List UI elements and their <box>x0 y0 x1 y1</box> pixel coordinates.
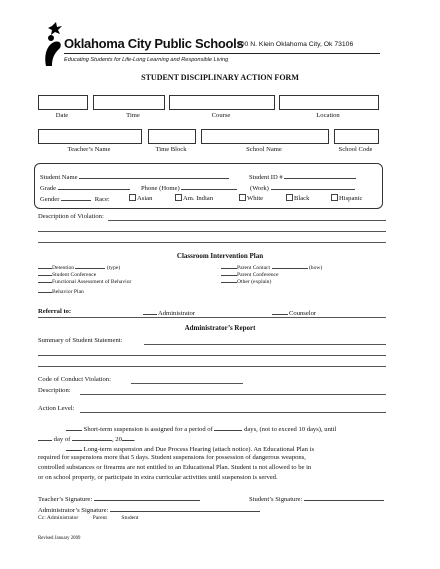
school-name-field[interactable] <box>201 129 329 144</box>
short-term-row <box>66 424 336 434</box>
race-white-option[interactable] <box>239 194 263 203</box>
gender-row <box>40 194 110 204</box>
am-indian-label: Am. Indian <box>183 195 214 202</box>
teacher-signature-input[interactable] <box>94 494 200 501</box>
referral-admin-row <box>143 308 195 318</box>
other-row <box>221 276 271 286</box>
school-code-field[interactable] <box>334 129 379 144</box>
parent-contact-check-line[interactable] <box>221 262 237 269</box>
functional-assessment-check-line[interactable] <box>38 276 52 283</box>
phone-row <box>141 183 237 193</box>
hispanic-label: Hispanic <box>339 195 363 202</box>
suspension-para-2: controlled substances or firearms are not entitled to an Educational Plan. Student is not allowed to be in <box>38 464 312 471</box>
teacher-name-field[interactable] <box>38 129 142 144</box>
description-label: Description: <box>38 387 71 394</box>
type-label: (type) <box>106 265 121 271</box>
student-id-label: Student ID # <box>249 174 283 181</box>
referral-admin-label: Administrator <box>158 310 195 317</box>
black-label: Black <box>294 195 310 202</box>
action-level-line[interactable] <box>80 412 386 413</box>
long-term-check-line[interactable] <box>66 444 82 451</box>
student-name-row <box>40 172 229 182</box>
race-amindian-option[interactable] <box>175 194 213 203</box>
functional-assessment-label: Functional Assessment of Behavior <box>52 279 132 285</box>
long-term-row <box>66 444 314 454</box>
detention-check-line[interactable] <box>38 262 52 269</box>
teacher-signature-row <box>38 494 200 504</box>
location-label: Location <box>316 112 340 119</box>
other-check-line[interactable] <box>221 276 237 283</box>
short-term-text-b: days, (not to exceed 10 days), until <box>244 426 337 433</box>
time-field[interactable] <box>93 95 165 110</box>
month-input[interactable] <box>72 434 112 441</box>
referral-counselor-check-line[interactable] <box>272 308 288 315</box>
race-hispanic-option[interactable] <box>331 194 362 203</box>
student-signature-input[interactable] <box>304 494 384 501</box>
classroom-plan-title: Classroom Intervention Plan <box>176 252 264 260</box>
phone-home-label: Phone (Home) <box>141 185 180 192</box>
phone-home-input[interactable] <box>181 183 237 190</box>
white-label: White <box>247 195 264 202</box>
location-field[interactable] <box>279 95 379 110</box>
school-code-label: School Code <box>338 146 373 153</box>
student-conference-check-line[interactable] <box>38 269 52 276</box>
short-term-text-a: Short-term suspension is assigned for a period of <box>83 426 213 433</box>
grade-input[interactable] <box>58 183 130 190</box>
detention-label: Detention <box>52 265 75 271</box>
violation-line-2[interactable] <box>38 231 386 232</box>
referral-admin-check-line[interactable] <box>143 308 157 315</box>
behavior-plan-label: Behavior Plan <box>52 289 84 295</box>
teacher-name-label: Teacher’s Name <box>67 146 111 153</box>
course-label: Course <box>211 112 231 119</box>
form-title: STUDENT DISCIPLINARY ACTION FORM <box>141 73 299 82</box>
black-checkbox[interactable] <box>286 194 293 201</box>
year-label: , 20 <box>111 436 122 443</box>
how-label: (how) <box>308 265 323 271</box>
admin-signature-row <box>38 505 260 515</box>
summary-line-2[interactable] <box>38 355 386 356</box>
student-name-label: Student Name <box>40 174 78 181</box>
year-input[interactable] <box>122 434 134 441</box>
day-of-label: day of <box>53 436 71 443</box>
grade-row <box>40 183 130 193</box>
violation-line-3[interactable] <box>38 242 386 243</box>
date-label: Date <box>55 112 69 119</box>
short-term-check-line[interactable] <box>66 424 82 431</box>
violation-line-1[interactable] <box>108 220 386 221</box>
time-block-label: Time Block <box>155 146 187 153</box>
day-input[interactable] <box>38 434 52 441</box>
course-field[interactable] <box>169 95 275 110</box>
work-phone-input[interactable] <box>271 183 355 190</box>
race-asian-option[interactable] <box>129 194 152 203</box>
detention-type-input[interactable] <box>75 262 105 269</box>
hispanic-checkbox[interactable] <box>331 194 338 201</box>
code-violation-label: Code of Conduct Violation: <box>38 376 111 383</box>
org-tagline: Educating Students for Life-Long Learning and Responsible Living <box>64 57 229 63</box>
student-signature-row <box>249 494 384 504</box>
parent-conference-check-line[interactable] <box>221 269 237 276</box>
am-indian-checkbox[interactable] <box>175 194 182 201</box>
functional-assessment-row <box>38 276 131 286</box>
time-block-field[interactable] <box>148 129 196 144</box>
referral-counselor-row <box>272 308 316 318</box>
time-label: Time <box>126 112 140 119</box>
summary-line-1[interactable] <box>144 344 386 345</box>
student-signature-label: Student’s Signature: <box>249 496 303 503</box>
work-phone-row <box>250 183 355 193</box>
gender-input[interactable] <box>61 194 91 201</box>
admin-report-title: Administrator’s Report <box>184 324 256 332</box>
cc-student-label: Student <box>121 515 139 521</box>
gender-label: Gender <box>40 196 60 203</box>
student-id-row <box>249 172 356 182</box>
cc-parent-label: Parent <box>92 515 107 521</box>
referral-counselor-label: Counselor <box>289 310 317 317</box>
race-label: Race: <box>94 196 110 203</box>
white-checkbox[interactable] <box>239 194 246 201</box>
summary-line-3[interactable] <box>38 366 386 367</box>
school-name-label: School Name <box>246 146 282 153</box>
cc-admin-label: Cc: Administrator <box>38 515 79 521</box>
org-address: 900 N. Klein Oklahoma City, Ok 73106 <box>237 41 354 48</box>
other-label: Other (explain) <box>237 279 272 285</box>
asian-checkbox[interactable] <box>129 194 136 201</box>
referral-rule <box>38 317 386 318</box>
work-phone-label: (Work) <box>250 185 269 192</box>
suspension-para-1: required for suspensions more that 5 days. Student suspensions for possession of dangerous weapons, <box>38 454 306 461</box>
grade-label: Grade <box>40 185 57 192</box>
student-name-input[interactable] <box>79 172 229 179</box>
long-term-text: Long-term suspension and Due Process Hearing (attach notice). An Educational Plan is <box>83 446 315 453</box>
summary-label: Summary of Student Statement: <box>38 337 123 344</box>
parent-contact-how-input[interactable] <box>272 262 308 269</box>
referral-label: Referral to: <box>38 308 72 315</box>
violation-label: Description of Violation: <box>38 213 104 220</box>
teacher-signature-label: Teacher’s Signature: <box>38 496 93 503</box>
asian-label: Asian <box>137 195 153 202</box>
revised-date: Revised January 2009 <box>38 536 81 541</box>
suspension-para-3: or on school property, or participate in extra curricular activities until suspension is served. <box>38 474 278 481</box>
behavior-plan-row <box>38 286 84 296</box>
parent-contact-label: Parent Contact <box>237 265 271 271</box>
student-conference-label: Student Conference <box>52 272 97 278</box>
day-of-row: day of , 20 . <box>38 434 136 444</box>
date-field[interactable] <box>38 95 88 110</box>
cc-row <box>38 515 138 522</box>
admin-signature-input[interactable] <box>110 505 260 512</box>
header-rule <box>64 53 380 54</box>
admin-signature-label: Administrator’s Signature: <box>38 507 109 514</box>
org-name: Oklahoma City Public Schools <box>64 36 244 51</box>
action-level-label: Action Level: <box>38 405 75 412</box>
short-term-days-input[interactable] <box>214 424 242 431</box>
race-black-option[interactable] <box>286 194 309 203</box>
description-line[interactable] <box>80 394 386 395</box>
code-violation-line[interactable] <box>131 383 243 384</box>
student-id-input[interactable] <box>284 172 356 179</box>
behavior-plan-check-line[interactable] <box>38 286 52 293</box>
parent-conference-label: Parent Conference <box>237 272 279 278</box>
